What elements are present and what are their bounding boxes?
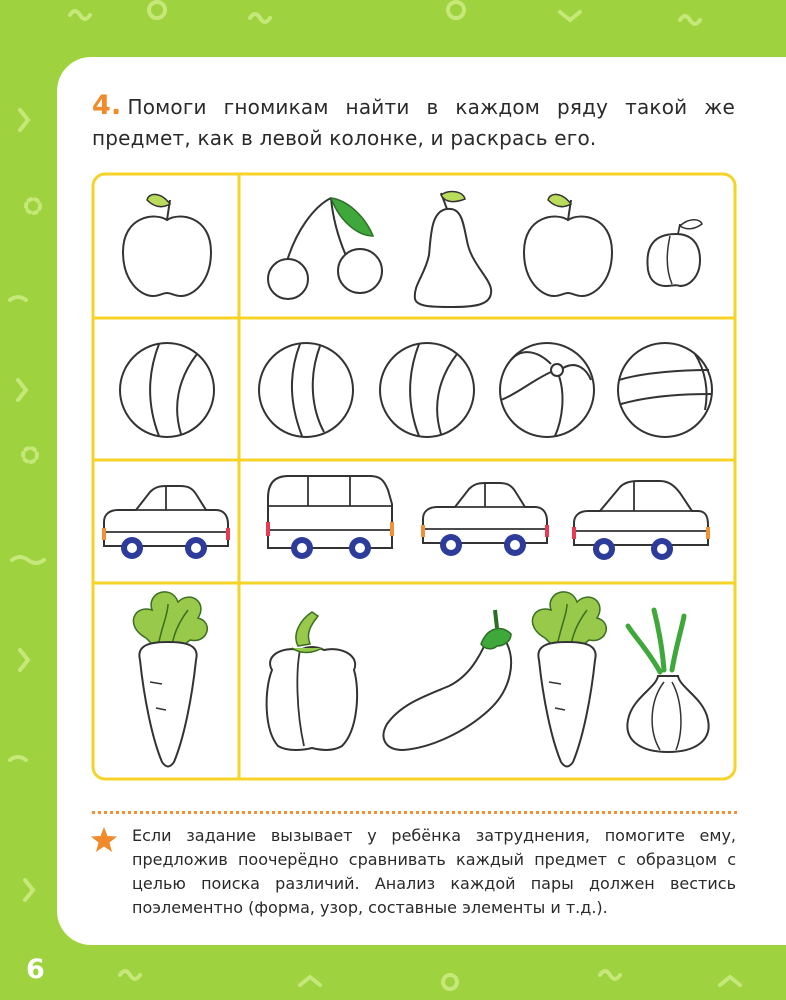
sedan-car-icon[interactable] [572, 481, 710, 560]
eggplant-icon[interactable] [384, 610, 512, 750]
beach-ball-icon[interactable] [500, 343, 594, 437]
ball-c-icon[interactable] [618, 343, 712, 437]
sample-apple-icon [123, 194, 211, 296]
apricot-icon[interactable] [647, 220, 702, 286]
page-number: 6 [26, 954, 45, 985]
onion-icon[interactable] [627, 610, 708, 752]
sample-ball-icon [120, 343, 214, 437]
sample-car-icon [102, 486, 230, 559]
sample-radish-icon [133, 592, 207, 767]
pear-icon[interactable] [415, 192, 491, 307]
ball-b-icon[interactable] [380, 343, 474, 437]
task-number: 4. [92, 90, 122, 121]
bell-pepper-icon[interactable] [267, 612, 358, 750]
separator-dotted-line [92, 811, 737, 814]
ball-a-icon[interactable] [259, 343, 353, 437]
parent-note: Если задание вызывает у ребёнка затруднения, помогите ему, предложив поочерёдно сравнивать каждый предмет с образцом с целью поиска различий. Анализ каждой пары должен вестись поэлементно (форма, узор, составные элементы и т.д.). [132, 826, 736, 917]
star-icon [90, 826, 118, 854]
radish-icon[interactable] [532, 592, 606, 767]
van-car-icon[interactable] [266, 476, 394, 559]
small-car-icon[interactable] [421, 483, 549, 556]
cherries-icon[interactable] [268, 198, 382, 299]
task-text: Помоги гномикам найти в каждом ряду такой же предмет, как в левой колонке, и раскрась его. [92, 95, 735, 150]
apple-icon[interactable] [524, 194, 612, 296]
